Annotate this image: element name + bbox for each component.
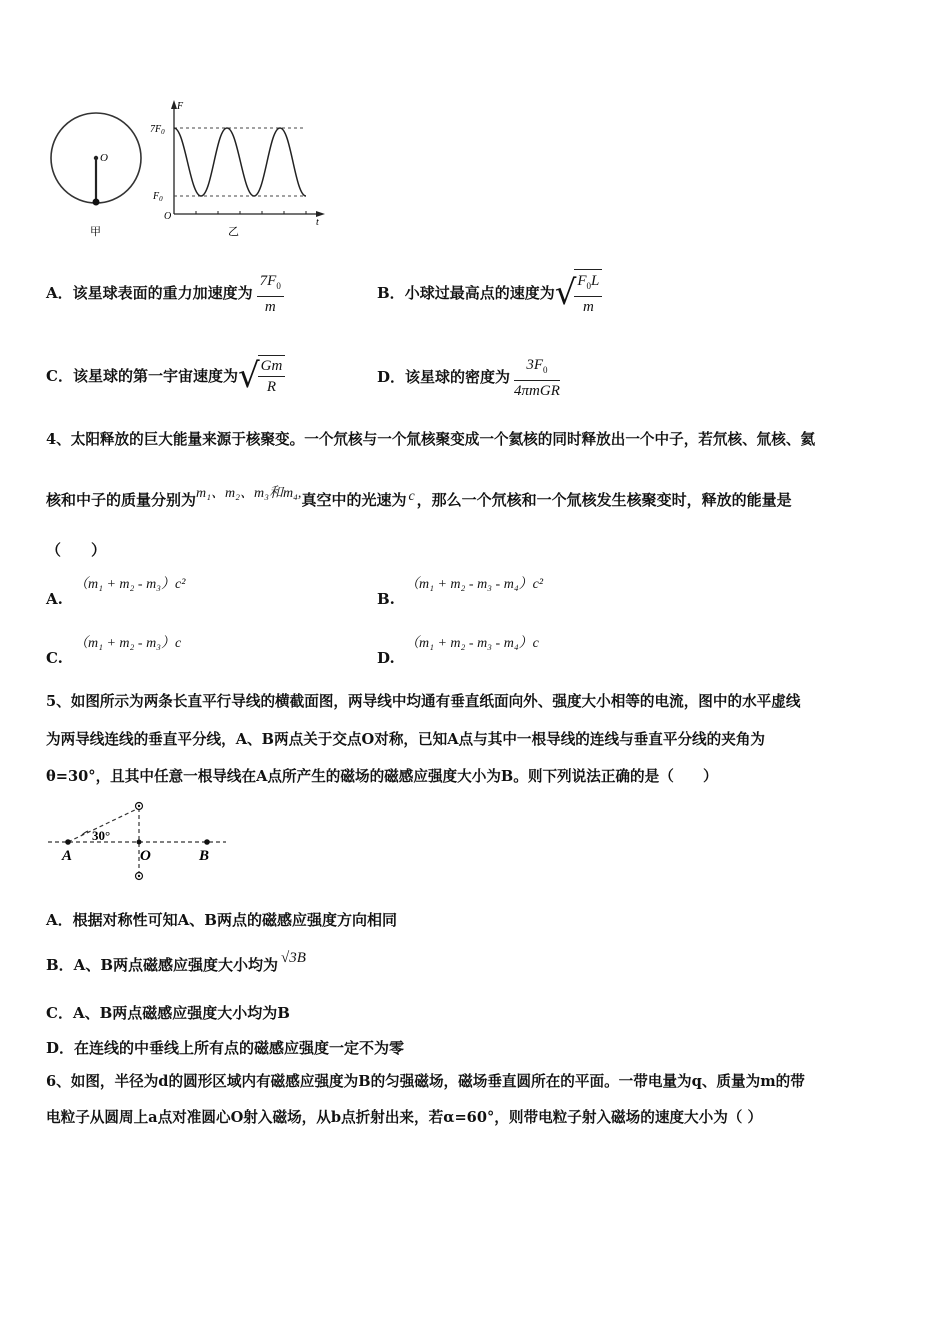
origin-label: O (164, 211, 172, 222)
q3-option-d (377, 352, 560, 402)
point-b (204, 839, 210, 845)
q5-option-a: A．根据对称性可知A、B两点的磁感应强度方向相同 (46, 911, 397, 929)
option-text: 该星球的密度为 (405, 368, 511, 386)
option-label: C． (46, 367, 73, 385)
fraction: $\frac{7F_0}{m}$ (257, 270, 284, 317)
option-text: 该星球的第一宇宙速度为 (72, 367, 238, 385)
option-text: 小球过最高点的速度为 (404, 284, 555, 302)
force-curve (174, 128, 306, 196)
fig-a-label: A (62, 848, 73, 864)
q6-stem-line1: 6、如图，半径为d的圆形区域内有磁感应强度为B的匀强磁场，磁场垂直圆所在的平面。一带电量为q、质量为m的带 (46, 1073, 805, 1090)
fig-b-label: B (199, 848, 210, 864)
level-low-label: $F_0$ (153, 191, 163, 203)
option-label: D． (377, 368, 406, 386)
axis-y-label: F (177, 101, 184, 112)
angle-label: 30° (92, 828, 111, 843)
axis-x-label: t (316, 217, 319, 228)
q5-option-c: C．A、B两点磁感应强度大小均为B (46, 1004, 290, 1022)
q6-stem-line2: 电粒子从圆周上a点对准圆心O射入磁场，从b点折射出来，若α=60°，则带电粒子射入磁场的速度大小为（ ） (46, 1109, 763, 1126)
point-o (137, 840, 142, 845)
q5-option-d: D．在连线的中垂线上所有点的磁感应强度一定不为零 (46, 1039, 405, 1057)
q5-stem-line3: θ=30°，且其中任意一根导线在A点所产生的磁场的磁感应强度大小为B。则下列说法正确的是（ ） (46, 768, 718, 785)
fig-right-label: 乙 (228, 226, 239, 238)
circle-center-label: O (100, 152, 108, 164)
q5-stem-line2: 为两导线连线的垂直平分线，A、B两点关于交点O对称，已知A点与其中一根导线的连线与垂直平分线的夹角为 (46, 731, 766, 748)
q4-answer-bracket: （ ） (46, 541, 107, 559)
q4-stem-line2: 核和中子的质量分别为m₁、m₂、m₃和m₄,真空中的光速为 c ，那么一个氘核和一个氚核发生核聚变时，释放的能量是 (46, 486, 792, 509)
option-label: B． (377, 284, 405, 302)
level-high-label: $7F_0$ (150, 124, 165, 136)
point-a (65, 839, 71, 845)
fig-left-label: 甲 (90, 226, 101, 238)
fig-o-label: O (140, 848, 151, 864)
q5-option-b: B．A、B两点磁感应强度大小均为 √3B (46, 950, 306, 974)
fraction: $\frac{3F_0}{\text{4πmGR}}$ (514, 354, 560, 401)
square-root: √ $\frac{Gm}{R}$ (238, 355, 285, 397)
q5-figure (44, 796, 234, 888)
option-label: A． (46, 284, 73, 302)
q5-stem-line1: 5、如图所示为两条长直平行导线的横截面图，两导线中均通有垂直纸面向外、强度大小相等的电流，图中的水平虚线 (46, 693, 801, 710)
ball-dot (93, 199, 100, 206)
q3-option-b (377, 264, 602, 322)
q3-option-a (46, 270, 284, 316)
sqrt3-b: √3B (281, 950, 306, 966)
q3-option-c (46, 348, 285, 404)
light-speed-symbol: c (408, 489, 415, 504)
square-root: √ $\frac{F_0L}{m}$ (555, 269, 603, 317)
option-text: 该星球表面的重力加速度为 (72, 284, 253, 302)
q4-stem-line1: 4、太阳释放的巨大能量来源于核聚变。一个氘核与一个氚核聚变成一个氦核的同时释放出一个中子，若氘核、氚核、氦 (46, 431, 816, 448)
mass-symbols: m₁、m₂、m₃和m₄, (196, 486, 302, 501)
q3-figure (40, 95, 340, 245)
